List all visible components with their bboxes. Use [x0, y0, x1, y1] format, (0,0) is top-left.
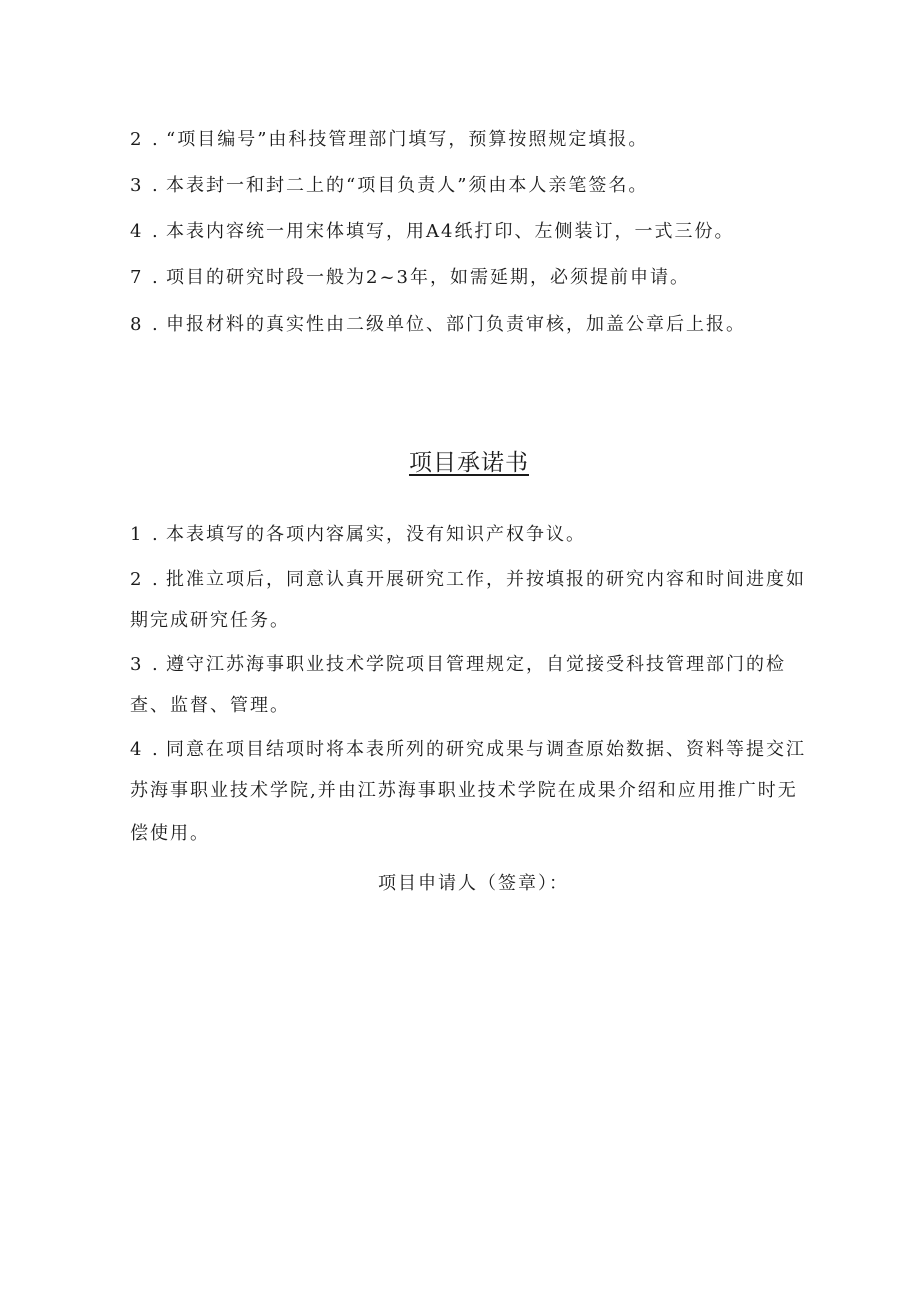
item-number: 3 — [130, 654, 144, 675]
item-text: 偿使用。 — [130, 823, 210, 844]
pledge-item: 3 . 遵守江苏海事职业技术学院项目管理规定，自觉接受科技管理部门的检 — [130, 654, 786, 675]
item-text: 苏海事职业技术学院,并由江苏海事职业技术学院在成果介绍和应用推广时无 — [130, 780, 798, 801]
item-text: 批准立项后，同意认真开展研究工作，并按填报的研究内容和时间进度如 — [166, 569, 806, 590]
pledge-item-continuation — [130, 822, 210, 846]
item-number: 4 — [130, 221, 144, 242]
item-number: 1 — [130, 524, 144, 545]
item-number: 3 — [130, 175, 144, 196]
instruction-item: 8 . 申报材料的真实性由二级单位、部门负责审核，加盖公章后上报。 — [130, 314, 746, 335]
item-text: 同意在项目结项时将本表所列的研究成果与调查原始数据、资料等提交江 — [166, 739, 806, 760]
pledge-item: 1 . 本表填写的各项内容属实，没有知识产权争议。 — [130, 524, 586, 545]
item-text: 遵守江苏海事职业技术学院项目管理规定，自觉接受科技管理部门的检 — [166, 654, 786, 675]
item-text: 期完成研究任务。 — [130, 610, 290, 631]
item-number: 7 — [130, 267, 144, 288]
item-number: 2 — [130, 129, 144, 150]
instruction-item: 2 . “项目编号”由科技管理部门填写，预算按照规定填报。 — [130, 129, 649, 150]
instruction-item: 7 . 项目的研究时段一般为2~3年，如需延期，必须提前申请。 — [130, 267, 690, 288]
pledge-title: 项目承诺书 — [409, 450, 529, 476]
item-text: “项目编号”由科技管理部门填写，预算按照规定填报。 — [166, 129, 649, 150]
pledge-item: 4 . 同意在项目结项时将本表所列的研究成果与调查原始数据、资料等提交江 — [130, 739, 806, 760]
pledge-item-continuation — [130, 779, 798, 803]
item-text: 项目的研究时段一般为2~3年，如需延期，必须提前申请。 — [166, 267, 690, 288]
item-number: 4 — [130, 739, 144, 760]
item-text: 本表填写的各项内容属实，没有知识产权争议。 — [166, 524, 586, 545]
item-number: 8 — [130, 314, 144, 335]
pledge-item-continuation — [130, 694, 290, 718]
instruction-item: 3 . 本表封一和封二上的“项目负责人”须由本人亲笔签名。 — [130, 175, 649, 196]
instruction-item: 4 . 本表内容统一用宋体填写，用A4纸打印、左侧装订，一式三份。 — [130, 221, 735, 242]
pledge-item: 2 . 批准立项后，同意认真开展研究工作，并按填报的研究内容和时间进度如 — [130, 569, 806, 590]
pledge-item-continuation — [130, 609, 290, 633]
item-number: 2 — [130, 569, 144, 590]
item-text: 查、监督、管理。 — [130, 695, 290, 716]
item-text: 本表封一和封二上的“项目负责人”须由本人亲笔签名。 — [166, 175, 649, 196]
signature-label: 项目申请人（签章）： — [378, 873, 569, 894]
item-text: 申报材料的真实性由二级单位、部门负责审核，加盖公章后上报。 — [166, 314, 746, 335]
item-text: 本表内容统一用宋体填写，用A4纸打印、左侧装订，一式三份。 — [166, 221, 735, 242]
